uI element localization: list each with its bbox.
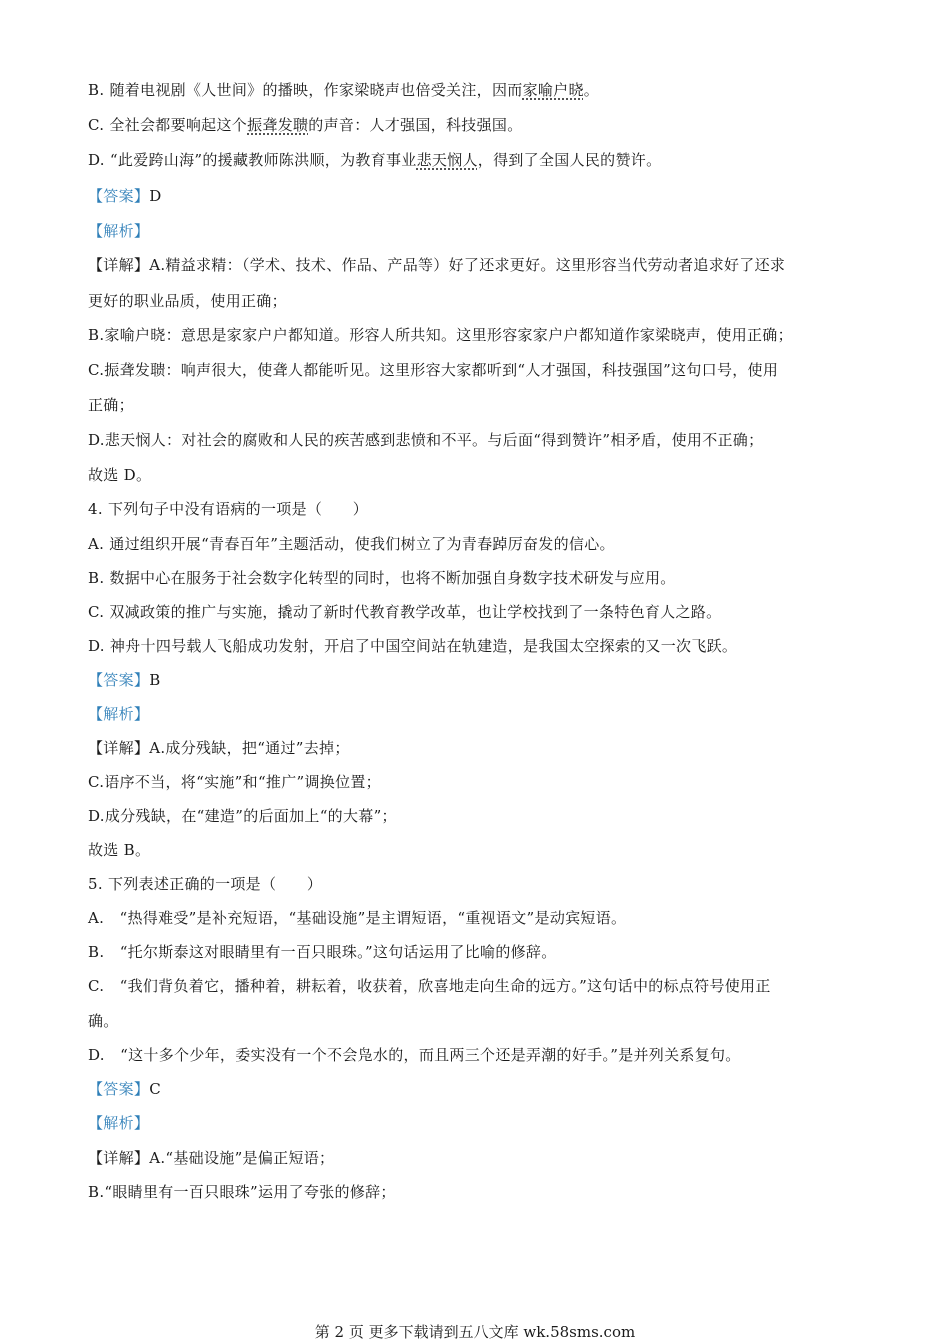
q3-option-d-emphasis: 悲天悯人 (416, 151, 478, 169)
q4-detail-1-text: A.成分残缺，把“通过”去掉； (149, 739, 350, 757)
q4-option-d: D. 神舟十四号载人飞船成功发射，开启了中国空间站在轨建造，是我国太空探索的又一次飞跃。 (88, 637, 738, 655)
q5-option-c-cont: 确。 (88, 1012, 119, 1030)
q5-detail-2: B.“眼睛里有一百只眼珠”运用了夸张的修辞； (88, 1183, 396, 1201)
q5-detail-1-text: A.“基础设施”是偏正短语； (149, 1149, 335, 1167)
q5-answer-tag: 【答案】 (88, 1080, 150, 1098)
q3-detail-1 (88, 255, 785, 275)
q3-option-c-emphasis: 振聋发聩 (247, 116, 309, 134)
q5-answer (88, 1079, 161, 1099)
q3-option-d-text: D. “此爱跨山海”的援藏教师陈洪顺，为教育事业 (88, 151, 417, 169)
q4-question: 4. 下列句子中没有语病的一项是（ ） (88, 500, 369, 518)
q5-question: 5. 下列表述正确的一项是（ ） (88, 875, 323, 893)
q3-option-c-end: 的声音：人才强国，科技强国。 (308, 116, 523, 134)
q4-detail-2: C.语序不当，将“实施”和“推广”调换位置； (88, 773, 381, 791)
q4-conclusion: 故选 B。 (88, 841, 151, 859)
q3-analysis-tag: 【解析】 (88, 222, 150, 240)
q3-detail-2: B.家喻户晓：意思是家家户户都知道。形容人所共知。这里形容家家户户都知道作家梁晓声，使用正确； (88, 326, 793, 344)
q3-option-b-end: 。 (583, 81, 600, 99)
q4-analysis-tag: 【解析】 (88, 705, 150, 723)
q5-option-b: B. “托尔斯泰这对眼睛里有一百只眼珠。”这句话运用了比喻的修辞。 (88, 943, 557, 961)
q4-option-c: C. 双减政策的推广与实施，撬动了新时代教育教学改革，也让学校找到了一条特色育人之路。 (88, 603, 722, 621)
q4-detail-tag: 【详解】 (88, 739, 150, 757)
q5-option-a: A. “热得难受”是补充短语，“基础设施”是主谓短语，“重视语文”是动宾短语。 (88, 909, 627, 927)
q5-detail-tag: 【详解】 (88, 1149, 150, 1167)
q3-conclusion: 故选 D。 (88, 466, 152, 484)
q5-detail-1 (88, 1148, 334, 1168)
q5-answer-value: C (149, 1080, 161, 1098)
q4-answer-tag: 【答案】 (88, 671, 150, 689)
q3-detail-4: D.悲天悯人：对社会的腐败和人民的疾苦感到悲愤和不平。与后面“得到赞许”相矛盾，使用不正确； (88, 431, 764, 449)
q4-detail-1 (88, 738, 350, 758)
q3-detail-3b: 正确； (88, 396, 134, 414)
q4-detail-3: D.成分残缺，在“建造”的后面加上“的大幕”； (88, 807, 397, 825)
q3-detail-tag: 【详解】 (88, 256, 150, 274)
q3-option-d-end: ，得到了全国人民的赞许。 (477, 151, 662, 169)
q3-answer-tag: 【答案】 (88, 187, 150, 205)
q3-option-b-text: B. 随着电视剧《人世间》的播映，作家梁晓声也倍受关注，因而 (88, 81, 523, 99)
q3-option-b (88, 80, 599, 100)
q5-option-c: C. “我们背负着它，播种着，耕耘着，收获着，欣喜地走向生命的远方。”这句话中的标点符号使用正 (88, 977, 771, 995)
q3-option-c-text: C. 全社会都要响起这个 (88, 116, 248, 134)
q4-option-a: A. 通过组织开展“青春百年”主题活动，使我们树立了为青春踔厉奋发的信心。 (88, 535, 615, 553)
q4-option-b: B. 数据中心在服务于社会数字化转型的同时，也将不断加强自身数字技术研发与应用。 (88, 569, 676, 587)
q3-detail-1b: 更好的职业品质，使用正确； (88, 292, 287, 310)
q3-detail-1-text: A.精益求精：（学术、技术、作品、产品等）好了还求更好。这里形容当代劳动者追求好了还求 (149, 256, 786, 274)
page-footer: 第 2 页 更多下载请到五八文库 wk.58sms.com (314, 1323, 636, 1341)
q3-detail-3: C.振聋发聩：响声很大，使聋人都能听见。这里形容大家都听到“人才强国，科技强国”这句口号，使用 (88, 361, 779, 379)
q4-answer (88, 670, 161, 690)
q3-answer (88, 186, 162, 206)
q3-option-b-emphasis: 家喻户晓 (522, 81, 584, 99)
q3-answer-value: D (149, 187, 162, 205)
q3-option-d (88, 150, 661, 170)
q5-option-d: D. “这十多个少年，委实没有一个不会凫水的，而且两三个还是弄潮的好手。”是并列关系复句。 (88, 1046, 741, 1064)
q5-analysis-tag: 【解析】 (88, 1114, 150, 1132)
q4-answer-value: B (149, 671, 161, 689)
q3-option-c (88, 115, 523, 135)
